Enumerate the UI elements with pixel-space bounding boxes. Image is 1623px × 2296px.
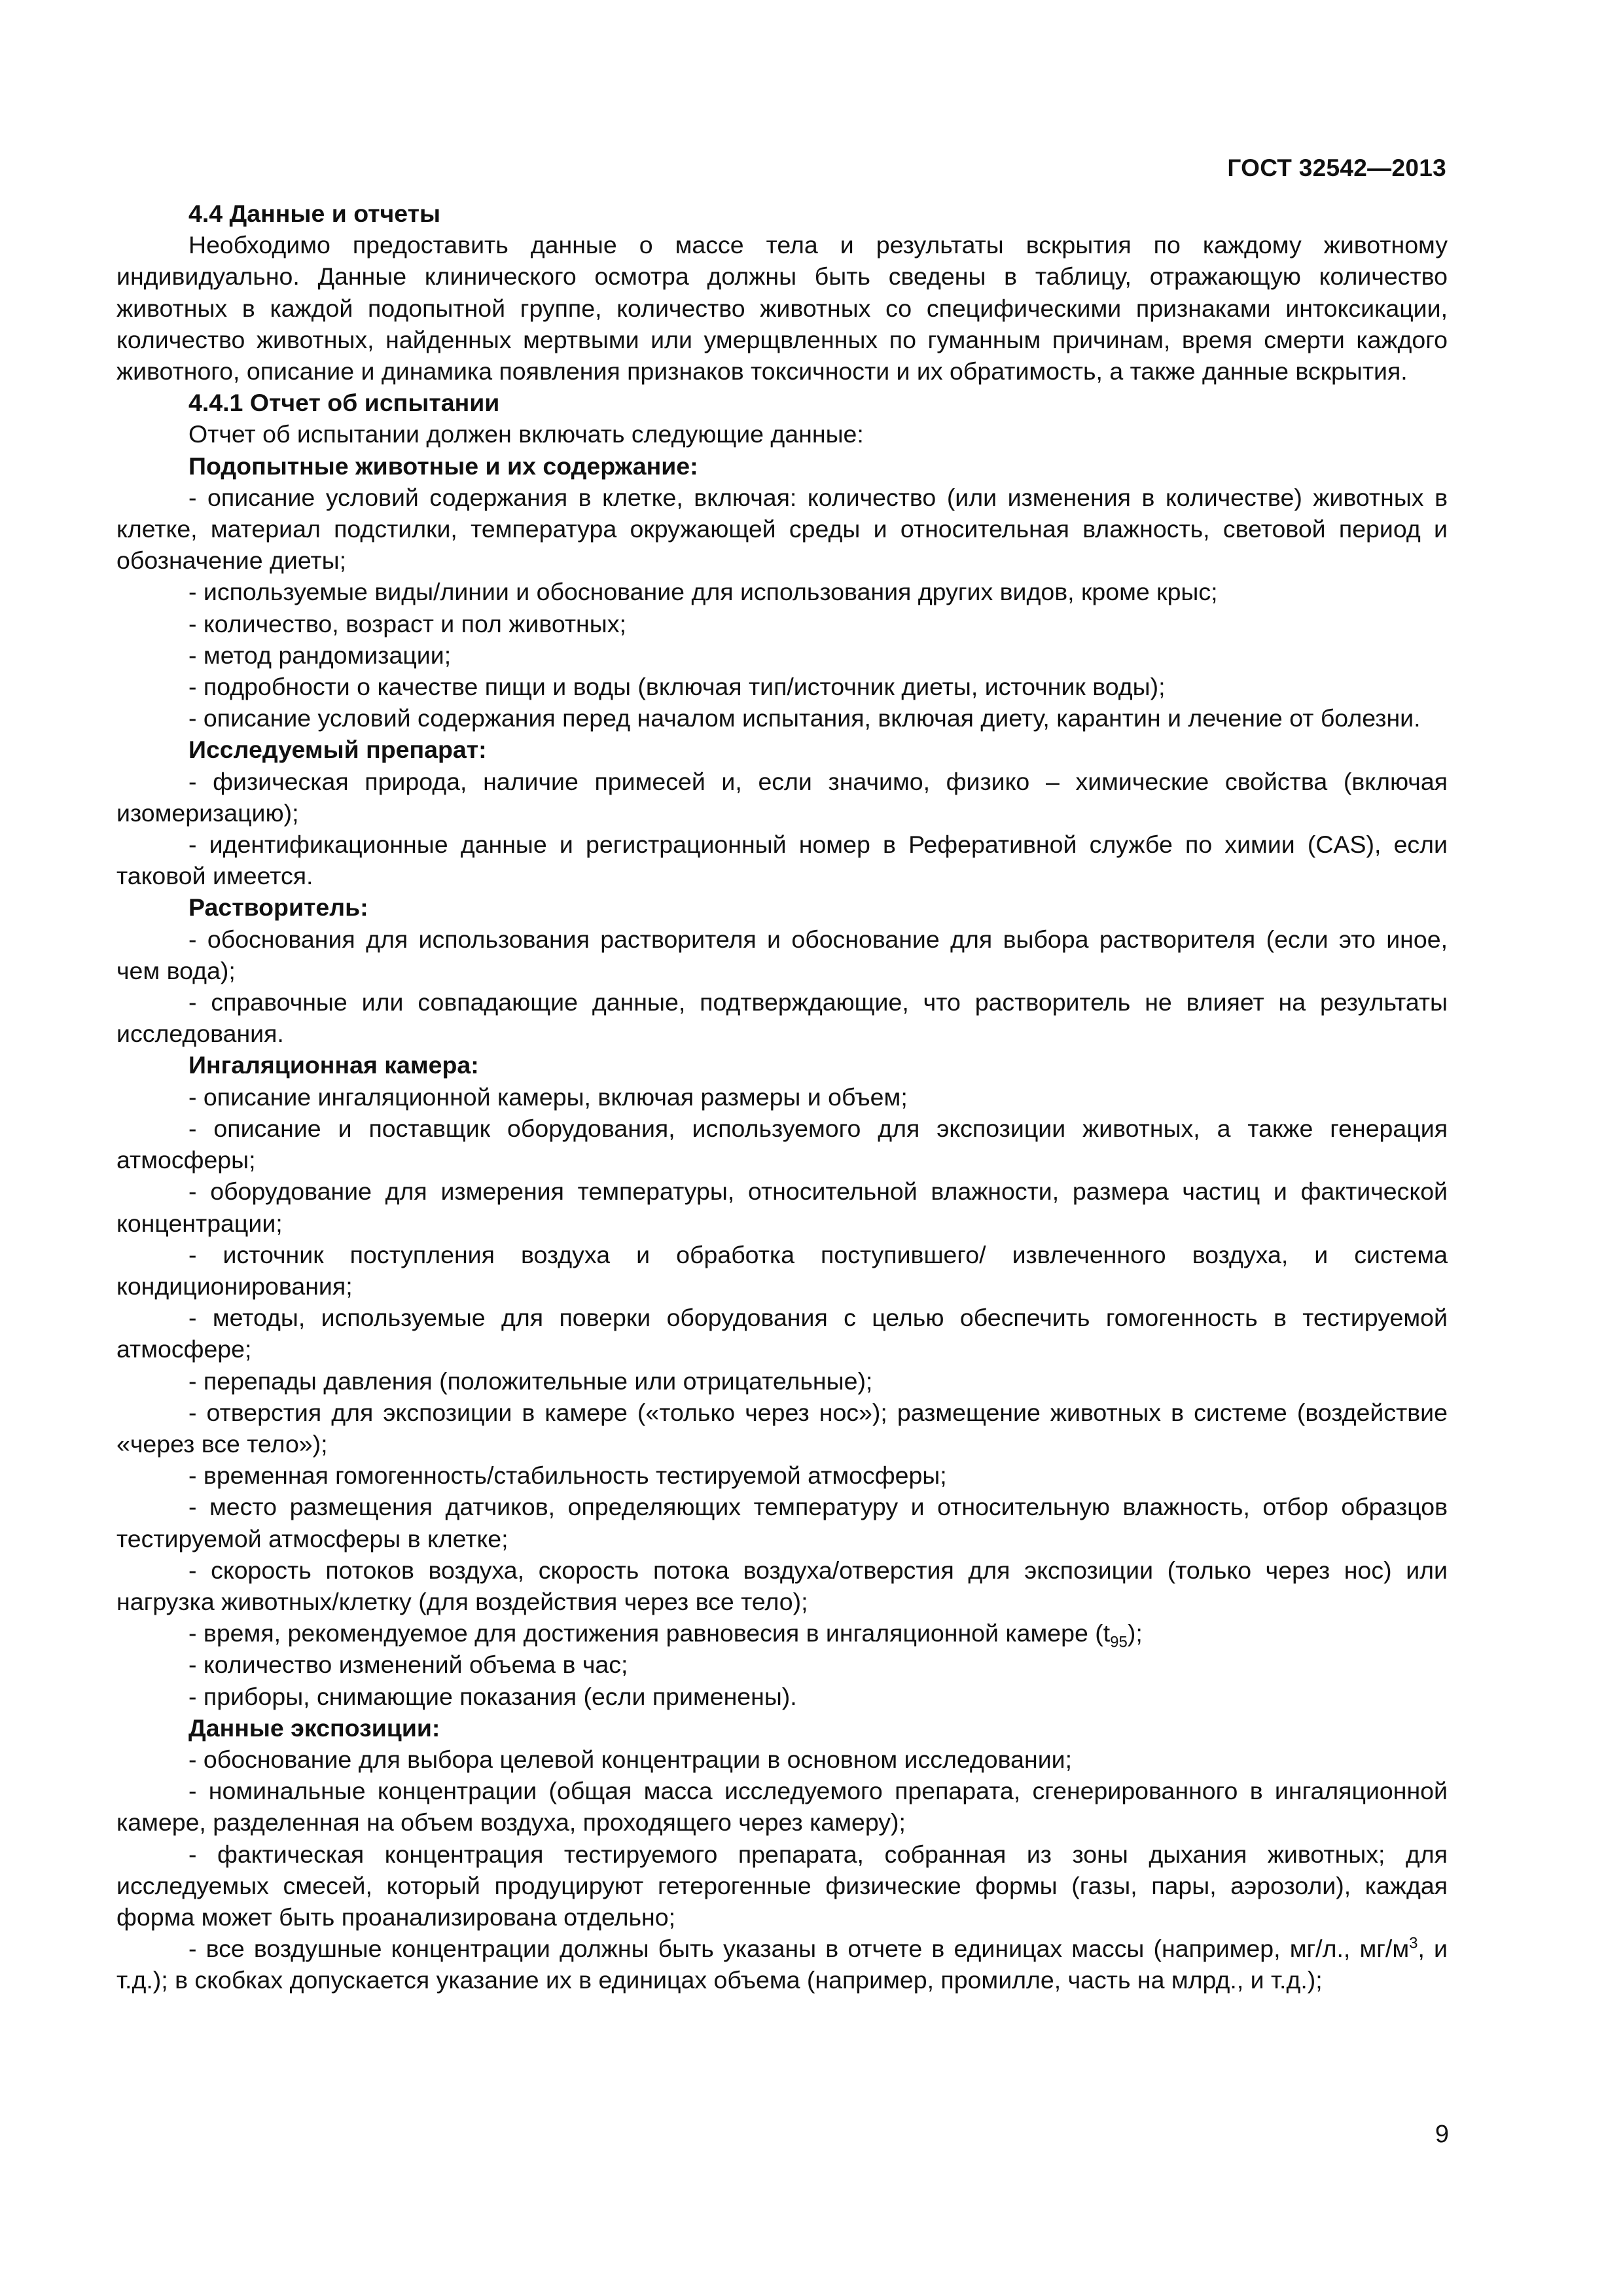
list-item: - количество изменений объема в час;: [188, 1651, 628, 1679]
list-item: - перепады давления (положительные или отрицательные);: [188, 1367, 873, 1395]
list-item: - идентификационные данные и регистрационный номер в Реферативной службе по химии (CAS), если таковой имеется.: [116, 831, 1448, 890]
list-item-t95: [116, 1617, 1448, 1649]
list-item: - отверстия для экспозиции в камере («только через нос»); размещение животных в системе (воздействие «через все тело»);: [116, 1398, 1448, 1458]
subheading-animals: Подопытные животные и их содержание:: [188, 452, 698, 480]
units-prefix: - все воздушные концентрации должны быть указаны в отчете в единицах массы (например, мг/л., мг/м: [188, 1935, 1410, 1963]
list-item: - описание и поставщик оборудования, используемого для экспозиции животных, а также генерация атмосферы;: [116, 1114, 1448, 1174]
subheading-vehicle: Растворитель:: [188, 893, 368, 922]
list-item: - физическая природа, наличие примесей и, если значимо, физико – химические свойства (включая изомеризацию);: [116, 767, 1448, 827]
list-item: - обоснование для выбора целевой концентрации в основном исследовании;: [188, 1745, 1073, 1773]
t95-subscript: 95: [1110, 1633, 1128, 1651]
list-item: - место размещения датчиков, определяющих температуру и относительную влажность, отбор образцов тестируемой атмосферы в клетке;: [116, 1493, 1448, 1552]
list-item-concentration-units: [116, 1933, 1448, 1996]
list-item: - оборудование для измерения температуры, относительной влажности, размера частиц и фактической концентрации;: [116, 1177, 1448, 1237]
list-item: - временная гомогенность/стабильность тестируемой атмосферы;: [188, 1462, 947, 1490]
list-item: - описание условий содержания перед началом испытания, включая диету, карантин и лечение от болезни.: [188, 704, 1421, 732]
document-code-header: ГОСТ 32542—2013: [1227, 154, 1446, 181]
page-number: 9: [1435, 2121, 1449, 2148]
section-heading-4-4-1: 4.4.1 Отчет об испытании: [188, 389, 500, 417]
list-item: - справочные или совпадающие данные, подтверждающие, что растворитель не влияет на результаты исследования.: [116, 988, 1448, 1048]
document-body: [116, 198, 1448, 1996]
list-item: - используемые виды/линии и обоснование для использования других видов, кроме крыс;: [188, 578, 1218, 606]
units-superscript: 3: [1409, 1934, 1418, 1952]
list-item: - номинальные концентрации (общая масса исследуемого препарата, сгенерированного в ингаляционной камере, разделенная на объем воздуха, проходящего через камеру);: [116, 1777, 1448, 1837]
t95-prefix: - время, рекомендуемое для достижения равновесия в ингаляционной камере (t: [188, 1619, 1111, 1647]
list-item: - подробности о качестве пищи и воды (включая тип/источник диеты, источник воды);: [188, 673, 1166, 701]
list-item: - фактическая концентрация тестируемого препарата, собранная из зоны дыхания животных; для исследуемых смесей, который продуцируют гетерогенные физические формы (газы, пары, аэрозоли), каждая форма может быть проанализирована отдельно;: [116, 1840, 1448, 1931]
subheading-test-substance: Исследуемый препарат:: [188, 736, 487, 764]
section-4-4-paragraph: Необходимо предоставить данные о массе тела и результаты вскрытия по каждому животному индивидуально. Данные клинического осмотра должны быть сведены в таблицу, отражающую количество животных в каждой подопытной группе, количество животных со специфическими признаками интоксикации, количество животных, найденных мертвыми или умерщвленных по гуманным причинам, время смерти каждого животного, описание и динамика появления признаков токсичности и их обратимость, а также данные вскрытия.: [116, 231, 1448, 386]
list-item: - приборы, снимающие показания (если применены).: [188, 1682, 797, 1710]
list-item: - описание условий содержания в клетке, включая: количество (или изменения в количестве) животных в клетке, материал подстилки, температура окружающей среды и относительная влажность, световой период и обозначение диеты;: [116, 483, 1448, 575]
units-suffix: , и т.д.); в скобках допускается указание их в единицах объема (например, промилле, часть на млрд., и т.д.);: [116, 1935, 1448, 1994]
list-item: - описание ингаляционной камеры, включая размеры и объем;: [188, 1083, 908, 1111]
list-item: - количество, возраст и пол животных;: [188, 609, 626, 637]
section-4-4-1-intro: Отчет об испытании должен включать следующие данные:: [188, 420, 864, 448]
t95-suffix: );: [1127, 1619, 1143, 1647]
subheading-inhalation-chamber: Ингаляционная камера:: [188, 1051, 479, 1079]
section-heading-4-4: 4.4 Данные и отчеты: [188, 200, 441, 227]
list-item: - источник поступления воздуха и обработка поступившего/ извлеченного воздуха, и система кондиционирования;: [116, 1240, 1448, 1300]
list-item: - метод рандомизации;: [188, 641, 452, 669]
list-item: - скорость потоков воздуха, скорость потока воздуха/отверстия для экспозиции (только через нос) или нагрузка животных/клетку (для воздействия через все тело);: [116, 1556, 1448, 1615]
list-item: - обоснования для использования растворителя и обоснование для выбора растворителя (если это иное, чем вода);: [116, 925, 1448, 984]
subheading-exposure-data: Данные экспозиции:: [188, 1713, 440, 1742]
list-item: - методы, используемые для поверки оборудования с целью обеспечить гомогенность в тестируемой атмосфере;: [116, 1304, 1448, 1363]
